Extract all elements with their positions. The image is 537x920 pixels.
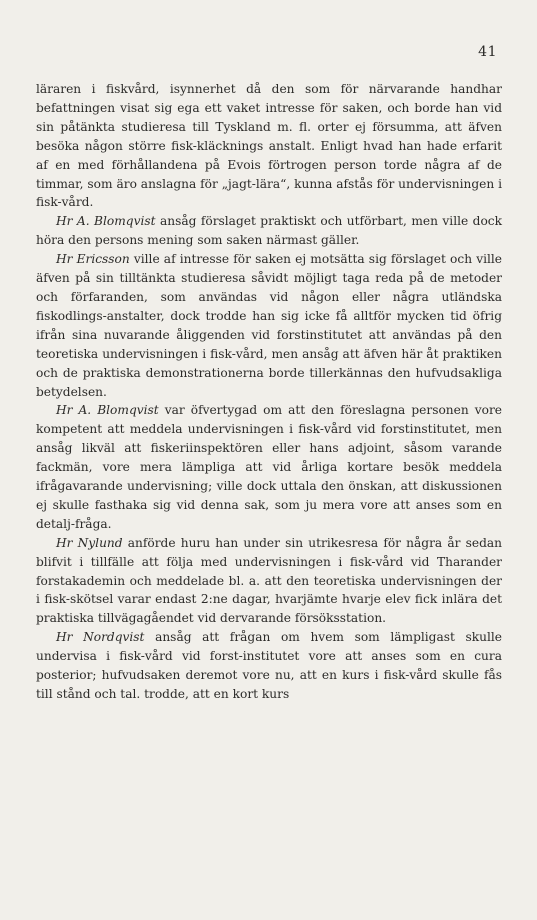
speaker-name: Hr Nylund [56, 535, 123, 550]
speaker-name: Hr A. Blomqvist [56, 214, 156, 229]
paragraph-text: var öfvertygad om att den föreslagna personen vore kompetent att meddela undervisningen i fisk-vård vid forstinstitutet, men ansåg likväl att fiskeriinspektören eller hans adjoint, såsom varande fackmän, vore mera lämpliga att vid årliga kortare besök meddela ifrågavarande undervisning; ville dock uttala den önskan, att diskussionen ej skulle fasthaka sig vid denna sak, som ju mera vore att anses som en detalj-fråga. [36, 403, 502, 531]
paragraph [36, 250, 502, 401]
paragraph [36, 212, 502, 250]
speaker-name: Hr Ericsson [56, 252, 130, 267]
paragraph [36, 80, 502, 212]
paragraph-text: ansåg förslaget praktiskt och utförbart, men ville dock höra den persons mening som saken närmast gäller. [36, 214, 502, 248]
paragraph [36, 534, 502, 629]
speaker-name: Hr A. Blomqvist [56, 403, 159, 418]
page-number: 41 [478, 44, 497, 60]
body-text [36, 80, 502, 704]
paragraph-text: läraren i fiskvård, isynnerhet då den som för närvarande handhar befattningen visat sig ega ett vaket intresse för saken, och borde han vid sin påtänkta studieresa till Tyskland m. fl. orter ej försumma, att äfven besöka någon större fisk-kläcknings anstalt. Enligt hvad han hade erfarit af en med förhållandena på Evois förtrogen person torde några af de timmar, som äro anslagna för „jagt-lära“, kunna afstås för undervisningen i fisk-vård. [36, 82, 502, 210]
paragraph-text: ansåg att frågan om hvem som lämpligast skulle undervisa i fisk-vård vid forst-institutet vore att anses som en cura posterior; hufvudsaken deremot vore nu, att en kurs i fisk-vård skulle fås till stånd och tal. trodde, att en kort kurs [36, 630, 503, 701]
paragraph-text: ville af intresse för saken ej motsätta sig förslaget och ville äfven på sin tilltänkta studieresa såvidt möjligt taga reda på de metoder och förfaranden, som användas vid någon eller några utländska fiskodlings-anstalter, dock trodde han sig icke få alltför mycken tid öfrig ifrån sina nuvarande åliggenden vid forstinstitutet att användas på den teoretiska undervisningen i fisk-vård, men ansåg att äfven här åt praktiken och de praktiska demonstrationerna borde tillerkännas den hufvudsakliga betydelsen. [36, 252, 502, 399]
paragraph-text: anförde huru han under sin utrikesresa för några år sedan blifvit i tillfälle att följa med undervisningen i fisk-vård vid Tharander forstakademin och meddelade bl. a. att den teoretiska undervisningen der i fisk-skötsel varar endast 2:ne dagar, hvarjämte hvarje elev fick inlära det praktiska tillvägagåendet vid dervarande försöksstation. [36, 535, 502, 626]
paragraph [36, 628, 502, 704]
speaker-name: Hr Nordqvist [56, 630, 145, 645]
paragraph [36, 401, 502, 533]
